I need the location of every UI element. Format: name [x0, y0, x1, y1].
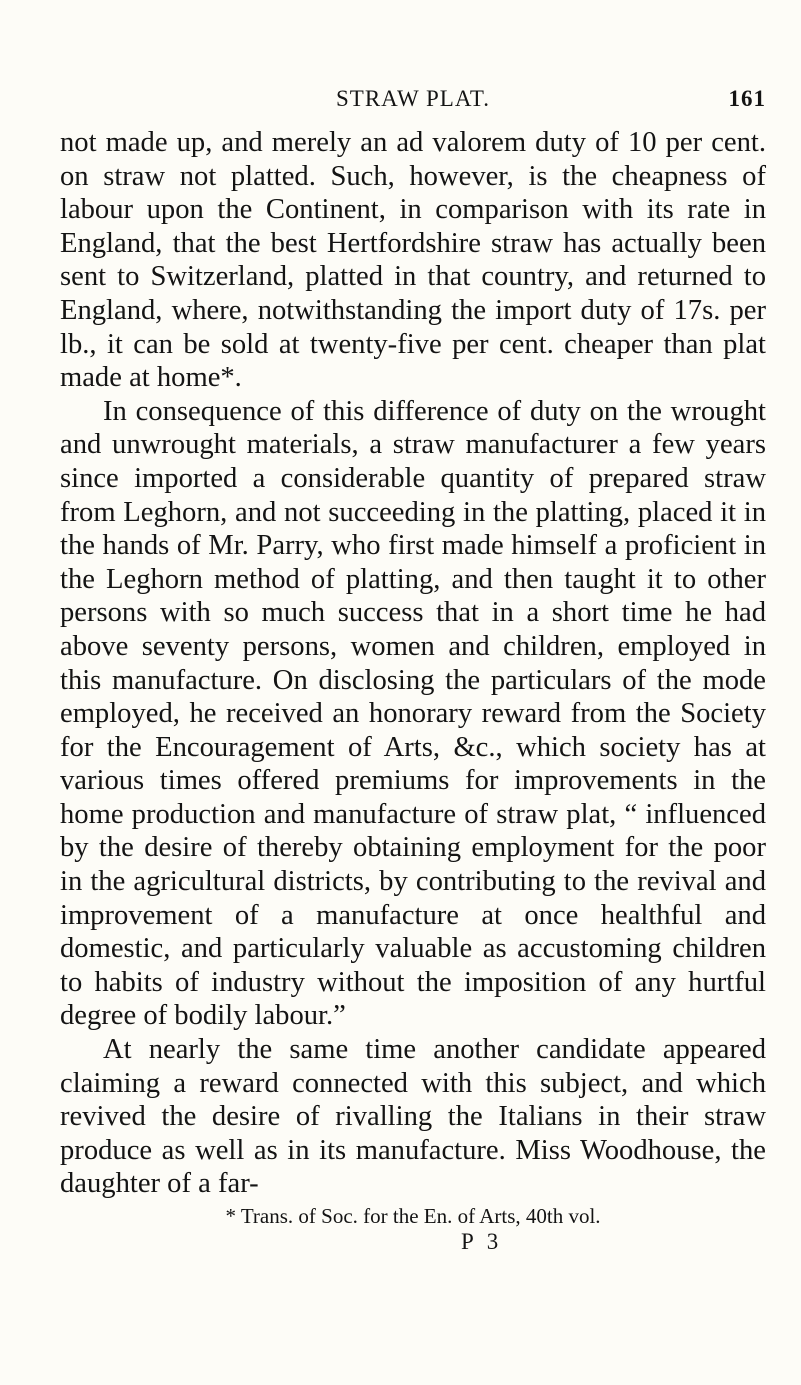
footnote: * Trans. of Soc. for the En. of Arts, 40th vol. — [225, 1204, 601, 1228]
signature-mark: P 3 — [461, 1229, 503, 1254]
running-head: STRAW PLAT. — [336, 86, 490, 111]
page-header — [60, 86, 766, 126]
paragraph-another-candidate: At nearly the same time another candidate appeared claiming a reward connected with this subject, and which revived the desire of rivalling the Italians in their straw produce as well as in its manufacture. Miss Woodhouse, the daughter of a far- — [60, 1034, 766, 1200]
body-text — [60, 126, 766, 1201]
page-number: 161 — [728, 86, 766, 111]
paragraph-continued: not made up, and merely an ad valorem duty of 10 per cent. on straw not platted. Such, however, is the cheapness of labour upon the Continent, in comparison with its rate in England, that the best Hertfordshire straw has actually been sent to Switzerland, platted in that country, and returned to England, where, notwithstanding the import duty of 17s. per lb., it can be sold at twenty-five per cent. cheaper than plat made at home*. — [60, 127, 766, 394]
paragraph-difference-of-duty: In consequence of this difference of duty on the wrought and unwrought materials, a straw manufacturer a few years since imported a considerable quantity of prepared straw from Leghorn, and not succeeding in the platting, placed it in the hands of Mr. Parry, who first made himself a proficient in the Leghorn method of platting, and then taught it to other persons with so much success that in a short time he had above seventy persons, women and children, employed in this manufacture. On disclosing the particulars of the mode employed, he received an honorary reward from the Society for the Encouragement of Arts, &c., which society has at various times offered premiums for improvements in the home production and manufacture of straw plat, “ influenced by the desire of thereby obtaining employment for the poor in the agricultural districts, by contributing to the revival and improvement of a manufacture at once healthful and domestic, and particularly valuable as accustoming children to habits of industry without the imposition of any hurtful degree of bodily labour.” — [60, 395, 766, 1032]
book-page — [60, 86, 766, 1255]
